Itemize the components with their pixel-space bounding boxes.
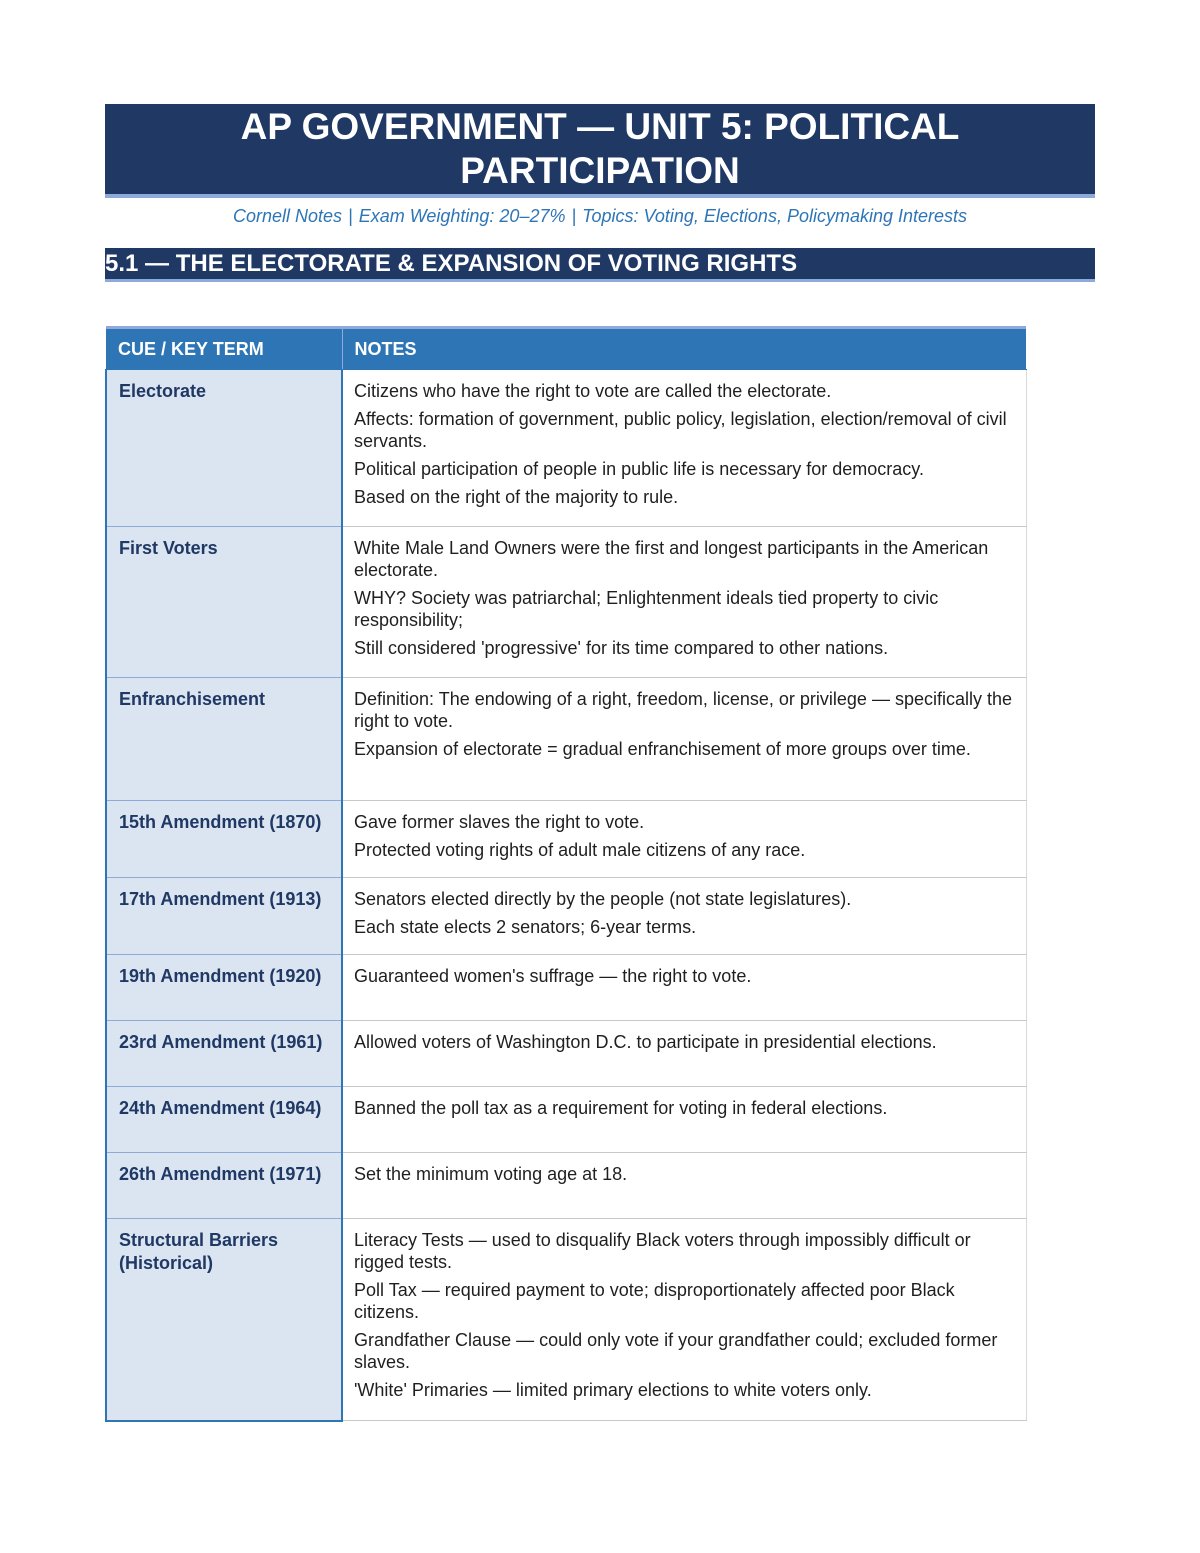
notes-cell [342, 1021, 1026, 1087]
table-row [106, 527, 1026, 678]
subtitle-topics: Topics: Voting, Elections, Policymaking Interests [582, 206, 968, 226]
subtitle-separator: | [348, 206, 353, 226]
section-heading-bar [105, 248, 1095, 282]
note-line: Citizens who have the right to vote are called the electorate. [354, 381, 832, 401]
table-row [106, 1219, 1026, 1421]
cue-term: Structural Barriers (Historical) [106, 1219, 342, 1421]
notes-cell [342, 370, 1026, 527]
subtitle-exam-weighting: Exam Weighting: 20–27% [358, 206, 566, 226]
note-line: Set the minimum voting age at 18. [354, 1164, 628, 1184]
cue-term: 15th Amendment (1870) [106, 801, 342, 878]
column-header-cue: CUE / KEY TERM [106, 328, 342, 370]
notes-cell [342, 878, 1026, 955]
note-line: 'White' Primaries — limited primary elections to white voters only. [354, 1380, 872, 1400]
note-line: Gave former slaves the right to vote. [354, 812, 645, 832]
cue-term: First Voters [106, 527, 342, 678]
table-row [106, 801, 1026, 878]
section-heading: 5.1 — THE ELECTORATE & EXPANSION OF VOTING RIGHTS [105, 250, 798, 277]
notes-cell [342, 527, 1026, 678]
table-row [106, 678, 1026, 801]
cue-term: 23rd Amendment (1961) [106, 1021, 342, 1087]
note-line: White Male Land Owners were the first and longest participants in the American electorate. [354, 538, 989, 580]
cue-term: 17th Amendment (1913) [106, 878, 342, 955]
note-line: Poll Tax — required payment to vote; disproportionately affected poor Black citizens. [354, 1280, 955, 1322]
note-line: Definition: The endowing of a right, freedom, license, or privilege — specifically the right to vote. [354, 689, 1013, 731]
cue-term: 19th Amendment (1920) [106, 955, 342, 1021]
table-row [106, 370, 1026, 527]
note-line: Allowed voters of Washington D.C. to participate in presidential elections. [354, 1032, 937, 1052]
note-line: Expansion of electorate = gradual enfranchisement of more groups over time. [354, 739, 971, 759]
notes-cell [342, 1087, 1026, 1153]
subtitle-notes-type: Cornell Notes [232, 206, 342, 226]
note-line: Based on the right of the majority to rule. [354, 487, 679, 507]
notes-cell [342, 1219, 1026, 1421]
notes-cell [342, 955, 1026, 1021]
cue-term: Enfranchisement [106, 678, 342, 801]
table-row [106, 955, 1026, 1021]
cue-term: 24th Amendment (1964) [106, 1087, 342, 1153]
notes-cell [342, 1153, 1026, 1219]
note-line: Each state elects 2 senators; 6-year terms. [354, 917, 697, 937]
note-line: Protected voting rights of adult male citizens of any race. [354, 840, 806, 860]
table-row [106, 1153, 1026, 1219]
cue-term: 26th Amendment (1971) [106, 1153, 342, 1219]
note-line: Senators elected directly by the people (not state legislatures). [354, 889, 852, 909]
table-header-row [106, 328, 1026, 370]
page-title: AP GOVERNMENT — UNIT 5: POLITICAL PARTICIPATION [240, 106, 960, 191]
note-line: Guaranteed women's suffrage — the right to vote. [354, 966, 752, 986]
table-row [106, 1087, 1026, 1153]
subtitle-separator: | [571, 206, 577, 226]
table-row [106, 1021, 1026, 1087]
page-subtitle [105, 206, 1095, 227]
note-line: Banned the poll tax as a requirement for voting in federal elections. [354, 1098, 888, 1118]
cornell-notes-table [105, 326, 1027, 1422]
title-band [105, 104, 1095, 198]
notes-cell [342, 801, 1026, 878]
note-line: WHY? Society was patriarchal; Enlightenment ideals tied property to civic responsibility; [354, 588, 939, 630]
note-line: Grandfather Clause — could only vote if your grandfather could; excluded former slaves. [354, 1330, 998, 1372]
table-body [106, 370, 1026, 1421]
table-row [106, 878, 1026, 955]
notes-cell [342, 678, 1026, 801]
note-line: Affects: formation of government, public policy, legislation, election/removal of civil servants. [354, 409, 1007, 451]
note-line: Still considered 'progressive' for its time compared to other nations. [354, 638, 889, 658]
column-header-notes: NOTES [342, 328, 1026, 370]
note-line: Political participation of people in public life is necessary for democracy. [354, 459, 924, 479]
cue-term: Electorate [106, 370, 342, 527]
note-line: Literacy Tests — used to disqualify Black voters through impossibly difficult or rigged tests. [354, 1230, 971, 1272]
